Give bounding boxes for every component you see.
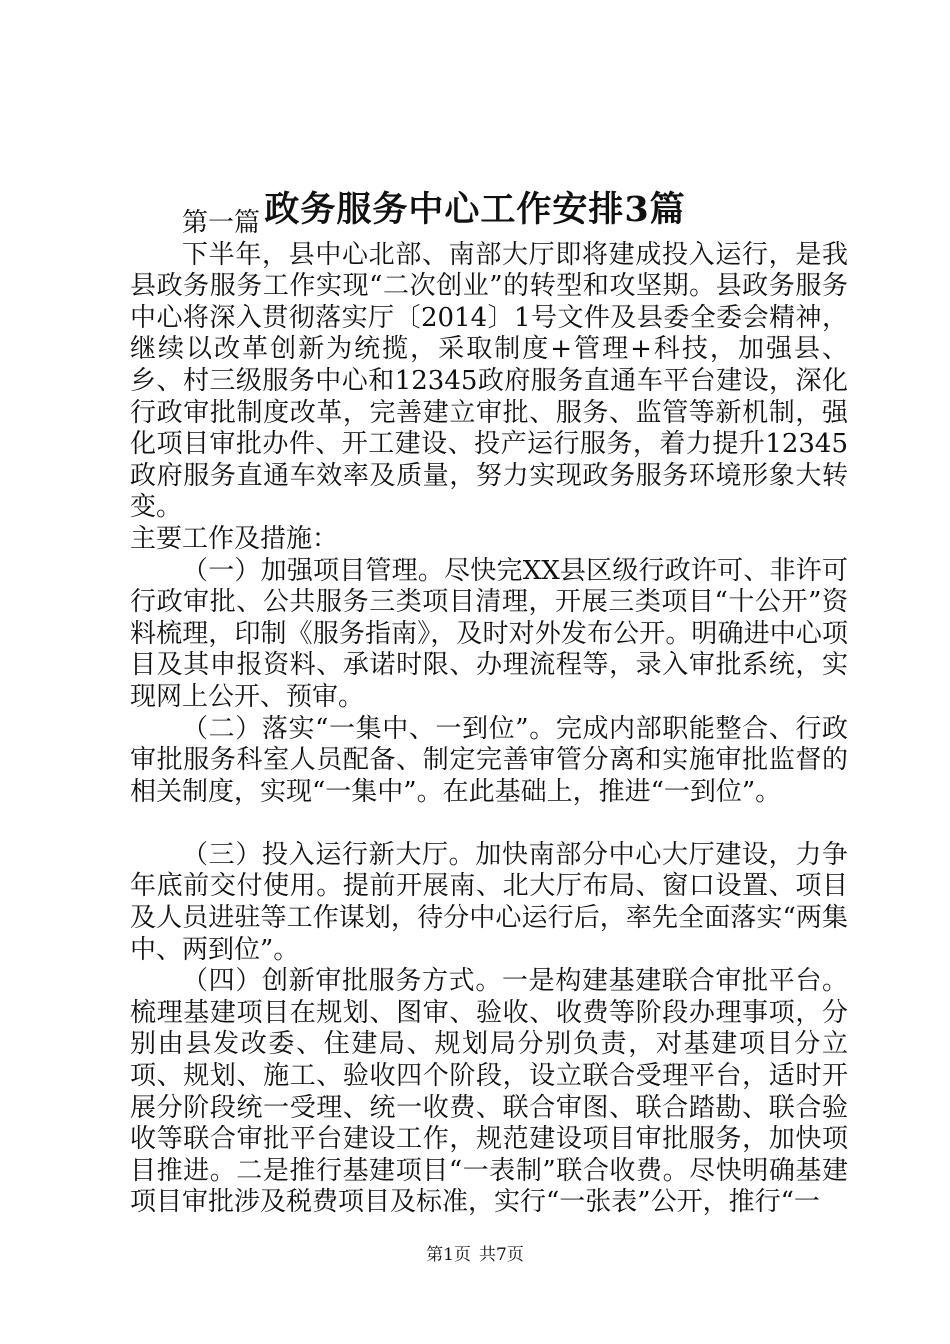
paragraph-intro: 下半年，县中心北部、南部大厅即将建成投入运行，是我县政务服务工作实现“二次创业”的转型和攻坚期。县政务服务中心将深入贯彻落实厅〔2014〕1号文件及县委全委会精神，继续以改革创新为统揽，采取制度+管理+科技，加强县、乡、村三级服务中心和12345政府服务直通车平台建设，深化行政审批制度改革，完善建立审批、服务、监管等新机制，强化项目审批办件、开工建设、投产运行服务，着力提升12345政府服务直通车效率及质量，努力实现政务服务环境形象大转变。 [130,239,848,523]
paragraph-item-1: （一）加强项目管理。尽快完XX县区级行政许可、非许可行政审批、公共服务三类项目清理，开展三类项目“十公开”资料梳理，印制《服务指南》，及时对外发布公开。明确进中心项目及其申报资料、承诺时限、办理流程等，录入审批系统，实现网上公开、预审。 [130,555,848,712]
paragraph-measures-heading: 主要工作及措施： [130,523,339,554]
paragraph-item-3: （三）投入运行新大厅。加快南部分中心大厅建设，力争年底前交付使用。提前开展南、北大厅布局、窗口设置、项目及人员进驻等工作谋划，待分中心运行后，率先全面落实“两集中、两到位”。 [130,839,848,965]
page-number: 第1页 [426,1245,471,1265]
paragraph-item-2: （二）落实“一集中、一到位”。完成内部职能整合、行政审批服务科室人员配备、制定完善审管分离和实施审批监督的相关制度，实现“一集中”。在此基础上，推进“一到位”。 [130,713,848,807]
document-title: 政务服务中心工作安排3篇 [264,189,686,230]
paragraph-item-4: （四）创新审批服务方式。一是构建基建联合审批平台。梳理基建项目在规划、图审、验收、收费等阶段办理事项，分别由县发改委、住建局、规划局分别负责，对基建项目分立项、规划、施工、验收四个阶段，设立联合受理平台，适时开展分阶段统一受理、统一收费、联合审图、联合踏勘、联合验收等联合审批平台建设工作，规范建设项目审批服务，加快项目推进。二是推行基建项目“一表制”联合收费。尽快明确基建项目审批涉及税费项目及标准，实行“一张表”公开，推行“一 [130,966,848,1218]
section-label: 第一篇 [182,208,261,238]
document-body [130,208,848,1219]
page-total: 共7页 [479,1245,524,1265]
page-footer [0,1243,950,1267]
